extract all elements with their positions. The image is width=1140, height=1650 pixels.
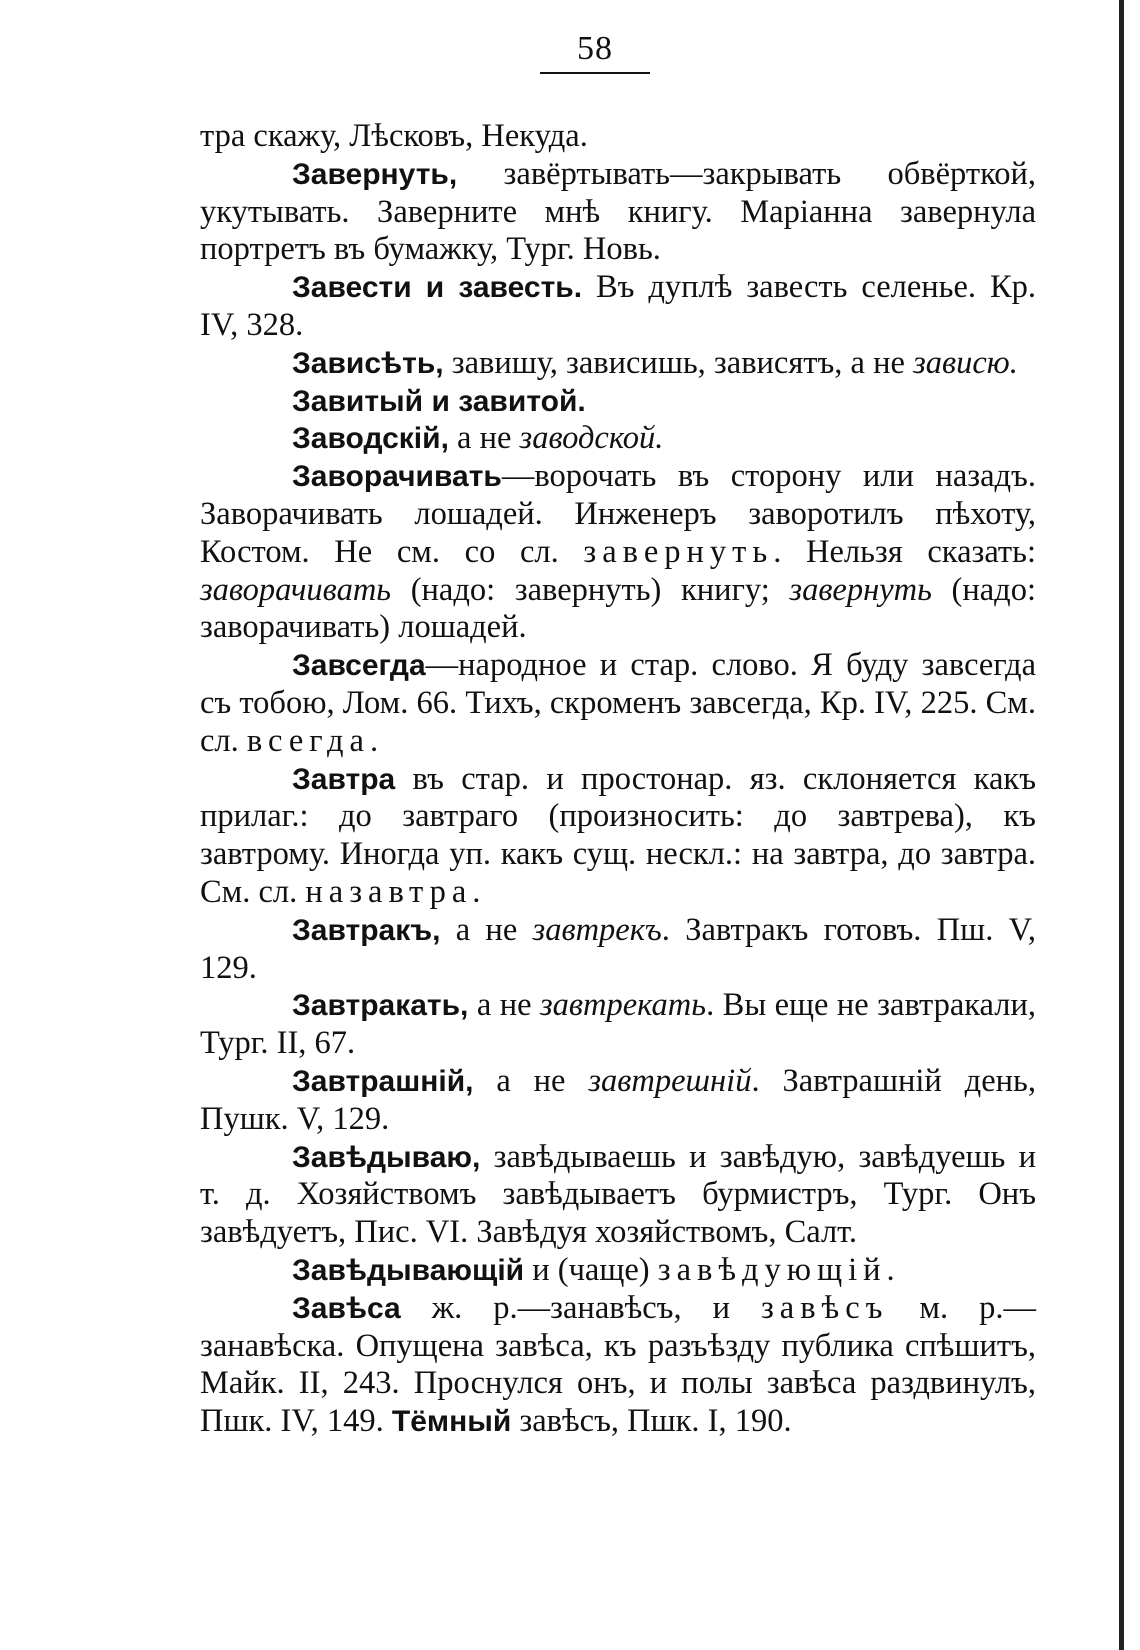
entry-text: . xyxy=(472,873,481,910)
entry-zavsegda xyxy=(200,647,1036,760)
entry-text: . xyxy=(369,722,379,759)
entry-zavtrak xyxy=(200,912,1036,988)
entry-text: м. р.—занавѣска. Опущена завѣса, къ разъѣзду публика спѣшитъ, Майк. II, 243. Проснулся онъ, и полы завѣса раздвинулъ, Пшк. IV, 149. xyxy=(200,1289,1036,1440)
headword: Заводскій, xyxy=(292,422,449,456)
entry-text: а не xyxy=(468,987,540,1024)
entry-zavernut xyxy=(200,156,1036,269)
headword: Завтра xyxy=(292,762,396,796)
entry-text: и (чаще) xyxy=(524,1251,658,1288)
entry-zavtra xyxy=(200,761,1036,912)
cross-reference: назавтра xyxy=(305,873,473,910)
headword: Завитый и завитой. xyxy=(292,384,586,418)
cross-reference: всегда xyxy=(246,722,370,759)
headword: Завѣса xyxy=(292,1291,401,1325)
entry-zavedyvayu xyxy=(200,1139,1036,1252)
entry-zavorachivat xyxy=(200,458,1036,647)
entry-text: (надо: заворачивать) лошадей. xyxy=(200,571,1036,646)
incorrect-form: завтрекать xyxy=(539,987,707,1024)
entry-text: . xyxy=(886,1251,895,1288)
entry-text: —народное и стар. слово. Я буду завсегда съ тобою, Лом. 66. Тихъ, скроменъ завсегда, Кр. IV, 225. См. сл. xyxy=(200,647,1036,759)
entry-text: . Завтракъ готовъ. Пш. V, 129. xyxy=(200,911,1036,986)
entry-text: ж. р.—занавѣсъ, и xyxy=(400,1289,761,1326)
incorrect-form: завернуть xyxy=(789,571,932,608)
headword: Завѣдываю, xyxy=(292,1140,481,1174)
incorrect-form: завтрекъ xyxy=(532,911,662,948)
entry-text: а не xyxy=(448,420,520,457)
entry-text: тра скажу, Лѣсковъ, Некуда. xyxy=(200,118,588,154)
entry-text: завёртывать—закрывать обвёрткой, укутывать. Заверните мнѣ книгу. Маріанна завернула портретъ въ бумажку, Тург. Новь. xyxy=(200,155,1036,268)
headword: Завтрашній, xyxy=(292,1064,474,1098)
headword: Зависѣть, xyxy=(292,346,444,380)
incorrect-form: зависю. xyxy=(913,344,1018,381)
entry-text: а не xyxy=(473,1062,589,1099)
headword: Завсегда xyxy=(292,649,426,683)
entry-zaviset xyxy=(200,345,1036,383)
incorrect-form: заводской. xyxy=(519,420,664,457)
entry-zavtrashnii xyxy=(200,1063,1036,1139)
page-edge-rule xyxy=(1119,0,1124,1650)
entry-text: . Нельзя сказать: xyxy=(773,533,1036,570)
entry-text: . Завтрашній день, Пушк. V, 129. xyxy=(200,1062,1036,1137)
incorrect-form: заворачивать xyxy=(200,571,392,608)
incorrect-form: завтрешній xyxy=(588,1062,752,1099)
entry-zavedyvayushchii xyxy=(200,1252,1036,1290)
cross-reference: завѣсъ xyxy=(760,1289,889,1326)
entry-zavtrakat xyxy=(200,987,1036,1063)
entry-zavityi xyxy=(200,383,1036,421)
cross-reference: завѣдующій xyxy=(657,1251,887,1288)
entry-continuation xyxy=(200,118,1036,156)
cross-reference: завернуть xyxy=(583,533,774,570)
entry-zavesti xyxy=(200,269,1036,345)
bold-word: Тёмный xyxy=(391,1405,512,1439)
headword: Завернуть, xyxy=(292,157,458,191)
entry-zavodskii xyxy=(200,420,1036,458)
entry-text: . Вы еще не завтракали, Тург. II, 67. xyxy=(200,987,1036,1062)
entry-text: (надо: завернуть) книгу; xyxy=(391,571,790,608)
entry-text: Въ дуплѣ завесть селенье. Кр. IV, 328. xyxy=(200,269,1037,343)
headword: Завести и завесть. xyxy=(292,271,583,305)
entry-text: а не xyxy=(440,911,533,948)
entry-text: завѣсъ, Пшк. I, 190. xyxy=(511,1403,792,1440)
entry-zavesa xyxy=(200,1290,1036,1441)
headword: Заворачивать xyxy=(292,460,502,494)
entry-text: въ стар. и простонар. яз. склоняется какъ прилаг.: до завтраго (произносить: до завтрева), къ завтрому. Иногда уп. какъ сущ. нескл.: на завтра, до завтра. См. сл. xyxy=(200,760,1036,910)
headword: Завѣдывающій xyxy=(292,1253,525,1287)
headword: Завтракать, xyxy=(292,989,469,1023)
entry-text: завишу, зависишь, зависятъ, а не xyxy=(443,344,914,381)
headword: Завтракъ, xyxy=(292,913,441,947)
entry-text: —ворочать въ сторону или назадъ. Заворачивать лошадей. Инженеръ заворотилъ пѣхоту, Костом. Не см. со сл. xyxy=(200,458,1036,570)
page-number: 58 xyxy=(540,30,650,74)
dictionary-text xyxy=(200,118,1036,1441)
entry-text: завѣдываешь и завѣдую, завѣдуешь и т. д. Хозяйствомъ завѣдываетъ бурмистръ, Тург. Онъ завѣдуетъ, Пис. VI. Завѣдуя хозяйствомъ, Салт. xyxy=(200,1138,1036,1251)
